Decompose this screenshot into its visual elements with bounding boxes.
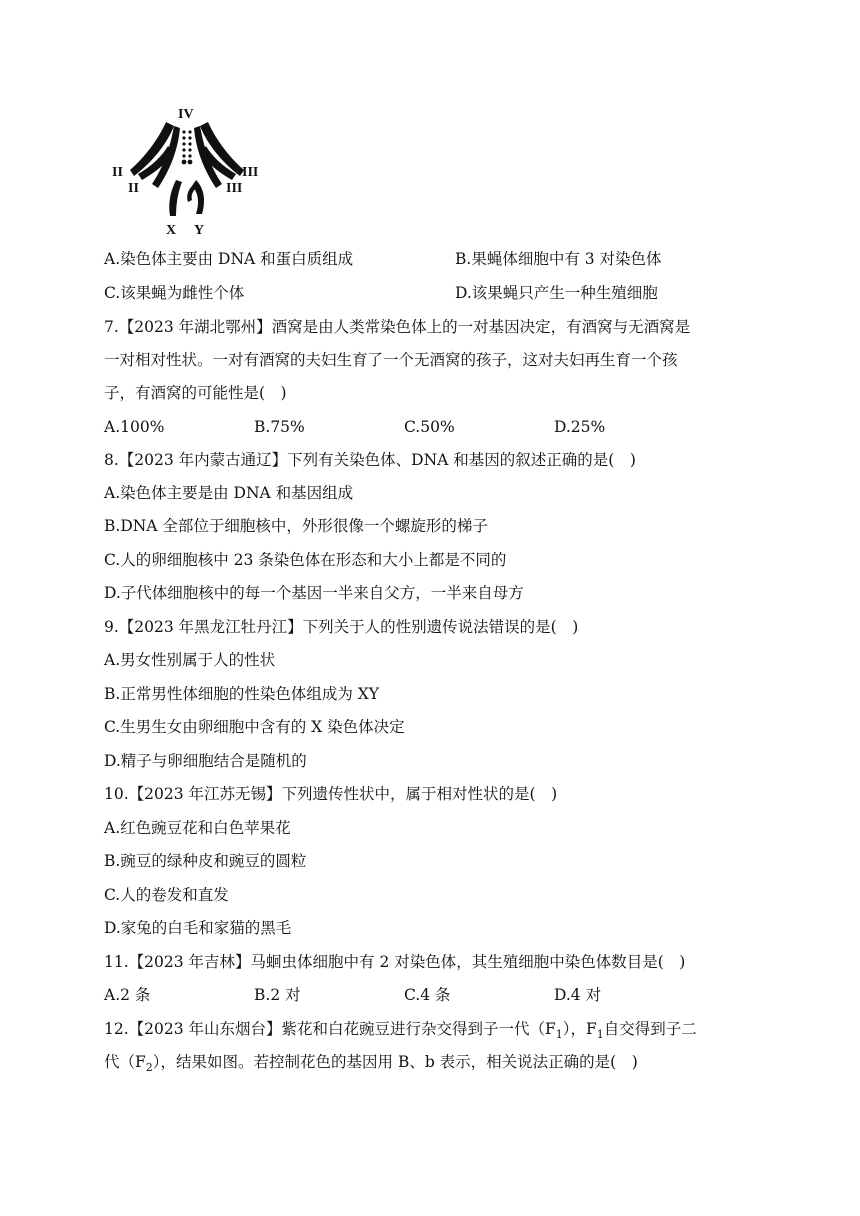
chromosome-diagram [108, 100, 268, 238]
q12-stem-line1 [104, 1017, 697, 1047]
q7-option-a: A.100% [104, 418, 165, 436]
q7-stem-line3: 子，有酒窝的可能性是( ) [104, 384, 287, 402]
q10-option-b: B.豌豆的绿种皮和豌豆的圆粒 [104, 852, 307, 870]
q6-option-b: B.果蝇体细胞中有 3 对染色体 [455, 250, 662, 268]
q10-option-a: A.红色豌豆花和白色苹果花 [104, 819, 291, 837]
q10-stem: 10.【2023 年江苏无锡】下列遗传性状中，属于相对性状的是( ) [104, 785, 558, 803]
label-iii-right: III [242, 165, 259, 180]
q8-option-a: A.染色体主要是由 DNA 和基因组成 [104, 484, 354, 502]
q11-option-b: B.2 对 [254, 986, 301, 1004]
q7-stem-line1: 7.【2023 年湖北鄂州】酒窝是由人类常染色体上的一对基因决定，有酒窝与无酒窝是 [104, 318, 691, 336]
q12-line1-post: 自交得到子二 [603, 1020, 697, 1038]
q8-option-b: B.DNA 全部位于细胞核中，外形很像一个螺旋形的梯子 [104, 517, 488, 535]
label-x: X [166, 223, 177, 238]
q6-option-d: D.该果蝇只产生一种生殖细胞 [455, 284, 658, 302]
q9-option-d: D.精子与卵细胞结合是随机的 [104, 752, 307, 770]
q11-option-d: D.4 对 [554, 986, 602, 1004]
q11-option-a: A.2 条 [104, 986, 151, 1004]
label-iv: IV [178, 107, 194, 122]
q6-option-c: C.该果蝇为雌性个体 [104, 284, 245, 302]
label-y: Y [194, 223, 205, 238]
chromosome-x [169, 180, 182, 216]
q9-option-b: B.正常男性体细胞的性染色体组成为 XY [104, 685, 380, 703]
q7-option-b: B.75% [254, 418, 305, 436]
q10-option-c: C.人的卷发和直发 [104, 886, 229, 904]
q7-option-d: D.25% [554, 418, 606, 436]
q8-stem: 8.【2023 年内蒙古通辽】下列有关染色体、DNA 和基因的叙述正确的是( ) [104, 451, 636, 469]
q9-option-c: C.生男生女由卵细胞中含有的 X 染色体决定 [104, 718, 405, 736]
q12-stem-line2 [104, 1050, 638, 1080]
q12-line1-sub1: 1 [555, 1028, 563, 1042]
chromosome-y [192, 180, 204, 214]
label-iii-inner: III [226, 181, 243, 196]
q12-line2-sub: 2 [145, 1061, 153, 1075]
q11-stem: 11.【2023 年吉林】马蛔虫体细胞中有 2 对染色体，其生殖细胞中染色体数目是( ) [104, 953, 686, 971]
q9-option-a: A.男女性别属于人的性状 [104, 651, 276, 669]
q12-line2-pre: 代（F [104, 1053, 146, 1071]
q12-line1-mid: ），F [562, 1020, 597, 1038]
q11-option-c: C.4 条 [404, 986, 451, 1004]
q8-option-d: D.子代体细胞核中的每一个基因一半来自父方，一半来自母方 [104, 584, 524, 602]
chromosome-iv-dots [182, 130, 193, 164]
label-ii-inner: II [128, 181, 139, 196]
label-ii-left: II [112, 165, 123, 180]
q7-option-c: C.50% [404, 418, 455, 436]
q6-option-a: A.染色体主要由 DNA 和蛋白质组成 [104, 250, 354, 268]
chromosome-figure [108, 100, 268, 238]
q12-line1-pre: 12.【2023 年山东烟台】紫花和白花豌豆进行杂交得到子一代（F [104, 1020, 556, 1038]
q12-line1-sub2: 1 [596, 1028, 604, 1042]
q7-stem-line2: 一对相对性状。一对有酒窝的夫妇生育了一个无酒窝的孩子，这对夫妇再生育一个孩 [104, 351, 678, 369]
q12-line2-post: ），结果如图。若控制花色的基因用 B、b 表示，相关说法正确的是( ) [152, 1053, 638, 1071]
q8-option-c: C.人的卵细胞核中 23 条染色体在形态和大小上都是不同的 [104, 551, 507, 569]
q10-option-d: D.家兔的白毛和家猫的黑毛 [104, 919, 292, 937]
q9-stem: 9.【2023 年黑龙江牡丹江】下列关于人的性别遗传说法错误的是( ) [104, 618, 579, 636]
